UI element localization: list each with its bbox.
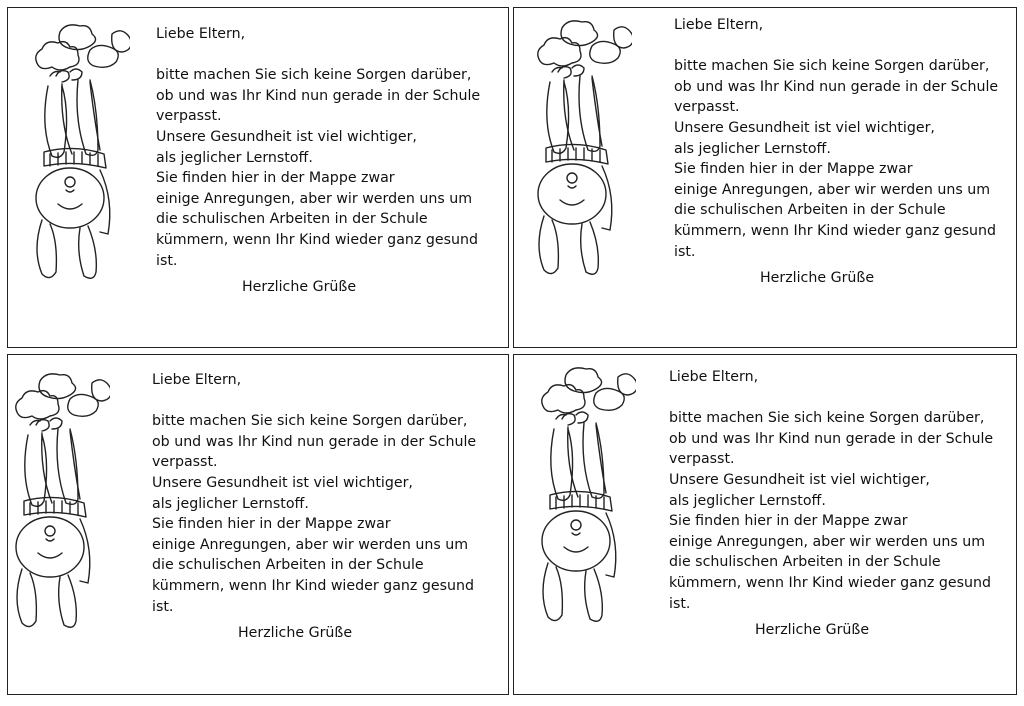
letter-line: ist. [152, 598, 174, 615]
letter-line: bitte machen Sie sich keine Sorgen darüber, [674, 58, 990, 75]
letter-line: kümmern, wenn Ihr Kind wieder ganz gesund [156, 231, 478, 248]
letter-line: einige Anregungen, aber wir werden uns um [669, 533, 986, 550]
closing: Herzliche Grüße [238, 625, 353, 642]
closing: Herzliche Grüße [760, 270, 875, 287]
letter-line: bitte machen Sie sich keine Sorgen darüber, [152, 413, 468, 430]
bunny-illustration-icon [532, 16, 632, 291]
letter-card-2 [513, 7, 1017, 348]
letter-line: bitte machen Sie sich keine Sorgen darüber, [669, 410, 985, 427]
letter-text-2 [674, 15, 998, 289]
letter-line: einige Anregungen, aber wir werden uns um [156, 190, 473, 207]
letter-line: verpasst. [674, 99, 740, 116]
letter-line: Sie finden hier in der Mappe zwar [156, 170, 395, 187]
letter-line: Sie finden hier in der Mappe zwar [669, 513, 908, 530]
letter-line: die schulischen Arbeiten in der Schule [674, 202, 946, 219]
letter-text-1 [156, 24, 480, 298]
letter-line: einige Anregungen, aber wir werden uns um [152, 536, 469, 553]
letter-line: Unsere Gesundheit ist viel wichtiger, [669, 471, 930, 488]
letter-line: ist. [674, 243, 696, 260]
letter-text-4 [669, 367, 993, 641]
letter-line: Unsere Gesundheit ist viel wichtiger, [674, 119, 935, 136]
letter-card-3 [7, 354, 509, 695]
letter-line: als jeglicher Lernstoff. [674, 140, 831, 157]
letter-line: verpasst. [152, 454, 218, 471]
greeting: Liebe Eltern, [674, 17, 764, 33]
letter-line: die schulischen Arbeiten in der Schule [669, 554, 941, 571]
letter-card-4 [513, 354, 1017, 695]
letter-line: ob und was Ihr Kind nun gerade in der Schule [152, 433, 477, 450]
letter-line: verpasst. [156, 108, 222, 125]
bunny-illustration-icon [30, 20, 130, 295]
greeting: Liebe Eltern, [152, 372, 242, 388]
letter-line: Sie finden hier in der Mappe zwar [152, 516, 391, 533]
greeting: Liebe Eltern, [669, 369, 759, 385]
letter-line: ob und was Ihr Kind nun gerade in der Schule [674, 78, 999, 95]
letter-line: als jeglicher Lernstoff. [156, 149, 313, 166]
closing: Herzliche Grüße [242, 279, 357, 296]
letter-line: ob und was Ihr Kind nun gerade in der Schule [156, 87, 481, 104]
letter-line: bitte machen Sie sich keine Sorgen darüber, [156, 67, 472, 84]
letter-card-1 [7, 7, 509, 348]
letter-line: als jeglicher Lernstoff. [669, 492, 826, 509]
letter-line: kümmern, wenn Ihr Kind wieder ganz gesund [669, 574, 991, 591]
letter-line: Sie finden hier in der Mappe zwar [674, 161, 913, 178]
letter-line: verpasst. [669, 451, 735, 468]
letter-line: ob und was Ihr Kind nun gerade in der Schule [669, 430, 994, 447]
letter-line: die schulischen Arbeiten in der Schule [156, 211, 428, 228]
letter-line: Unsere Gesundheit ist viel wichtiger, [156, 128, 417, 145]
letter-line: einige Anregungen, aber wir werden uns um [674, 181, 991, 198]
letter-line: kümmern, wenn Ihr Kind wieder ganz gesund [152, 577, 474, 594]
closing: Herzliche Grüße [755, 622, 870, 639]
letter-line: ist. [156, 252, 178, 269]
letter-line: die schulischen Arbeiten in der Schule [152, 557, 424, 574]
letter-text-3 [152, 370, 476, 644]
letter-line: Unsere Gesundheit ist viel wichtiger, [152, 474, 413, 491]
greeting: Liebe Eltern, [156, 26, 246, 42]
letter-line: als jeglicher Lernstoff. [152, 495, 309, 512]
letter-line: ist. [669, 595, 691, 612]
bunny-illustration-icon [10, 369, 110, 644]
bunny-illustration-icon [536, 363, 636, 638]
letter-line: kümmern, wenn Ihr Kind wieder ganz gesund [674, 222, 996, 239]
